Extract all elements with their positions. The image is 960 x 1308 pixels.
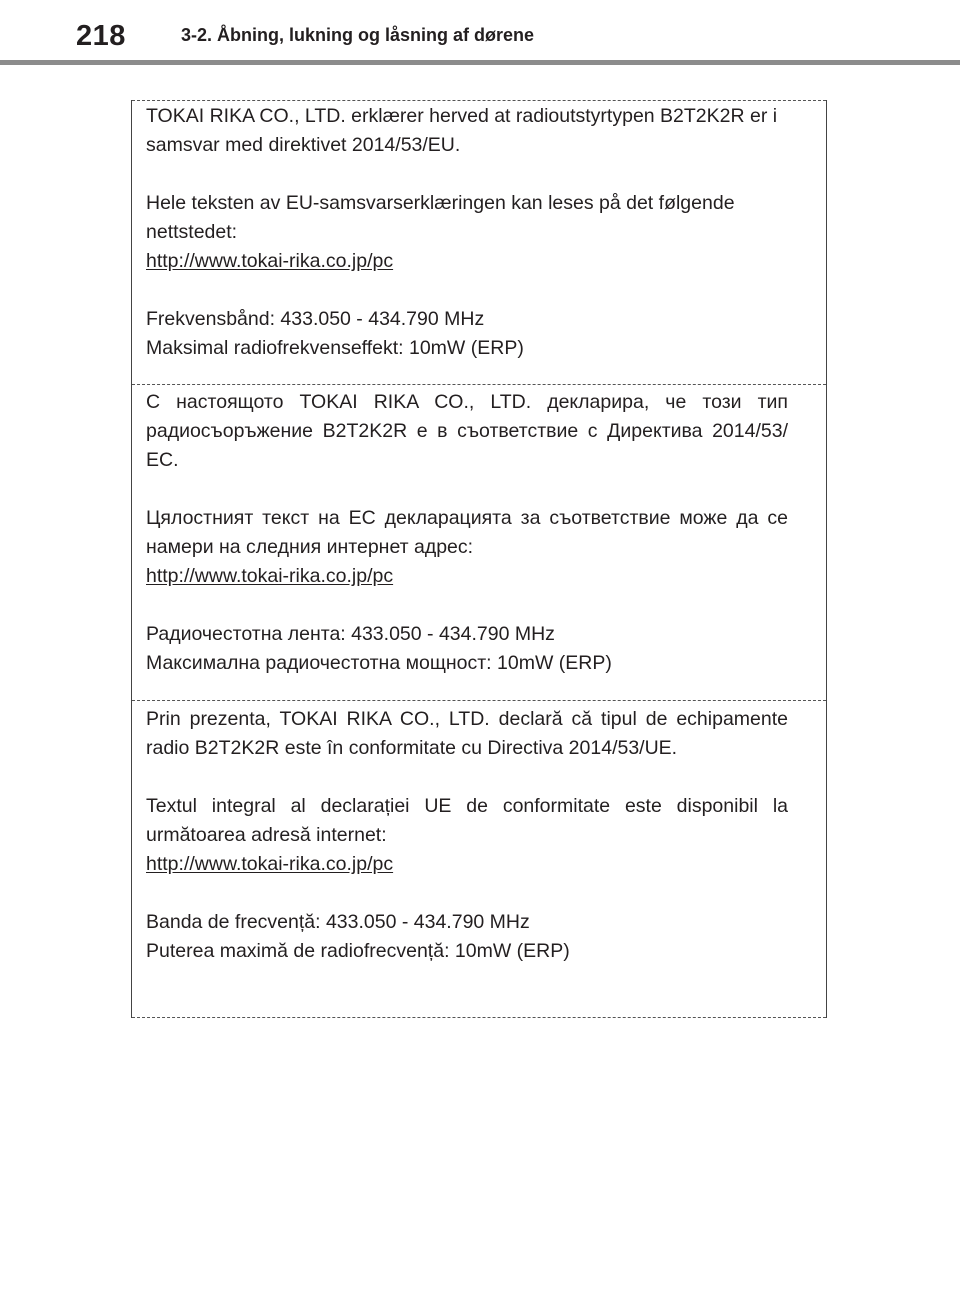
frequency-band: Frekvensbånd: 433.050 - 434.790 MHz — [146, 308, 485, 330]
declaration-url-link[interactable]: http://www.tokai-rika.co.jp/pc — [146, 250, 394, 272]
full-text-notice: Hele teksten av EU-samsvarserklæringen kan leses på det følgende nettstedet: — [146, 192, 735, 243]
declaration-url-link[interactable]: http://www.tokai-rika.co.jp/pc — [146, 565, 394, 587]
declaration-text: Prin prezenta, TOKAI RIKA CO., LTD. declară că tipul de echipamente radio B2T2K2R este în conformitate cu Directiva 2014/53/UE. — [146, 708, 788, 759]
max-power: Maksimal radiofrekvenseffekt: 10mW (ERP) — [146, 337, 524, 359]
full-text-notice: Цялостният текст на ЕС декларацията за съответствие може да се намери на следния интернет адрес: — [146, 507, 788, 558]
full-text-notice: Textul integral al declarației UE de conformitate este disponibil la următoarea adresă internet: — [146, 795, 788, 846]
declaration-text: С настоящото TOKAI RIKA CO., LTD. декларира, че този тип радиосъоръжение B2T2K2R е в съответствие с Директива 2014/53/ЕС. — [146, 391, 788, 471]
page-header — [0, 0, 960, 64]
declaration-text: TOKAI RIKA CO., LTD. erklærer herved at radioutstyrtypen B2T2K2R er i samsvar med direktivet 2014/53/EU. — [146, 105, 778, 156]
box-top-dashed-border — [132, 100, 826, 101]
section-divider — [132, 384, 826, 385]
max-power: Максимална радиочестотна мощност: 10mW (ERP) — [146, 652, 612, 674]
frequency-band: Banda de frecvență: 433.050 - 434.790 MHz — [146, 911, 530, 933]
declaration-section-romanian — [146, 705, 788, 966]
declaration-box — [131, 100, 827, 1018]
declaration-section-norwegian — [146, 102, 788, 363]
section-divider — [132, 700, 826, 701]
box-bottom-dashed-border — [132, 1017, 826, 1018]
page-number: 218 — [76, 20, 126, 52]
declaration-url-link[interactable]: http://www.tokai-rika.co.jp/pc — [146, 853, 394, 875]
chapter-title: 3-2. Åbning, lukning og låsning af dørene — [181, 25, 535, 45]
declaration-section-bulgarian — [146, 388, 788, 678]
header-divider — [0, 60, 960, 65]
frequency-band: Радиочестотна лента: 433.050 - 434.790 MHz — [146, 623, 555, 645]
max-power: Puterea maximă de radiofrecvență: 10mW (ERP) — [146, 940, 570, 962]
